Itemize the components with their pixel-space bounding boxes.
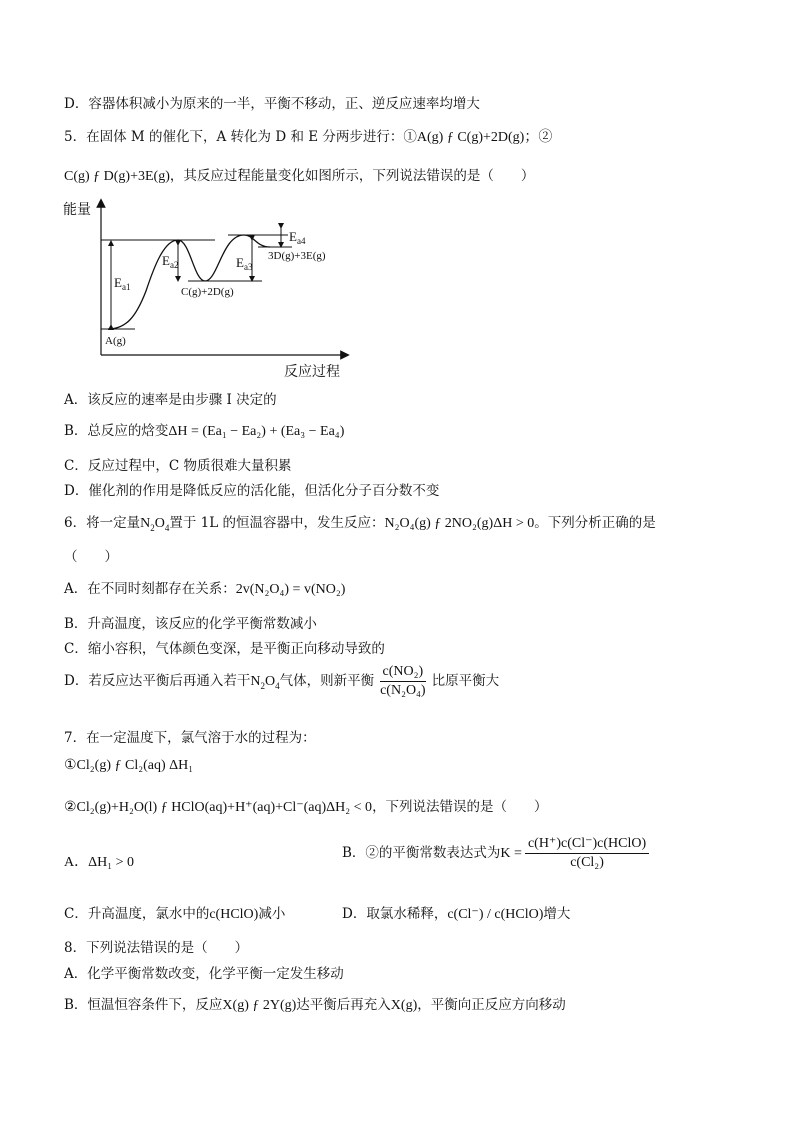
q6-option-c: C．缩小容积，气体颜色变深，是平衡正向移动导致的 bbox=[64, 641, 385, 657]
ea3-label: $E_{a3}$ bbox=[236, 255, 253, 272]
q5-option-b-expr: ΔH = (Ea₁ − Ea₂) + (Ea₃ − Ea₄) bbox=[168, 424, 345, 439]
q6-option-b: B．升高温度，该反应的化学平衡常数减小 bbox=[64, 616, 317, 632]
q6-paren: （ ） bbox=[64, 549, 118, 565]
q4-option-d: D．容器体积减小为原来的一半，平衡不移动，正、逆反应速率均增大 bbox=[64, 96, 480, 112]
label-c: C(g)+2D(g) bbox=[181, 286, 234, 298]
ea2-label: $E_{a2}$ bbox=[162, 253, 179, 270]
label-d: 3D(g)+3E(g) bbox=[268, 250, 326, 262]
q5-stem-a: 5．在固体 M 的催化下，A 转化为 D 和 E 分两步进行：① bbox=[64, 129, 417, 145]
q5-option-a: A．该反应的速率是由步骤 I 决定的 bbox=[64, 392, 277, 408]
q7-option-d: D．取氯水稀释，c(Cl⁻) / c(HClO)增大 bbox=[342, 906, 571, 922]
q7-option-a: A．ΔH₁ > 0 bbox=[64, 855, 134, 870]
q5-eq1: A(g) ƒ C(g)+2D(g)；② bbox=[416, 130, 553, 145]
q6-equation: N₂O₄(g) ƒ 2NO₂(g)ΔH > 0 bbox=[384, 516, 535, 531]
q5-option-c: C．反应过程中，C 物质很难大量积累 bbox=[64, 458, 292, 474]
q5-option-b: B．总反应的焓变ΔH = (Ea₁ − Ea₂) + (Ea₃ − Ea₄) bbox=[64, 423, 345, 439]
q7-option-b: B．②的平衡常数表达式为K = $\frac{\text{c(H⁺)c(Cl⁻)c(HClO)}}{\text{c(Cl₂)}}$ bbox=[342, 836, 652, 871]
q8-option-a: A．化学平衡常数改变，化学平衡一定发生移动 bbox=[64, 966, 344, 982]
q6-option-a: A．在不同时刻都存在关系：2v(N₂O₄) = v(NO₂) bbox=[64, 581, 346, 597]
q5-stem-line1 bbox=[64, 125, 552, 146]
q8-option-b: B．恒温恒容条件下，反应X(g) ƒ 2Y(g)达平衡后再充入X(g)，平衡向正反应方向移动 bbox=[64, 997, 566, 1013]
q7-stem: 7．在一定温度下，氯气溶于水的过程为： bbox=[64, 730, 316, 746]
q5-stem-b: ，其反应过程能量变化如图所示，下列说法错误的是（ ） bbox=[169, 168, 535, 184]
ea4-label: $E_{a4}$ bbox=[289, 229, 306, 246]
label-a: A(g) bbox=[105, 335, 126, 347]
q7-k-fraction: $\frac{\text{c(H⁺)c(Cl⁻)c(HClO)}}{\text{c(Cl₂)}}$ bbox=[525, 836, 649, 871]
q7-option-c: C．升高温度，氯水中的c(HClO)减小 bbox=[64, 906, 286, 922]
ea1-label: $E_{a1}$ bbox=[114, 275, 131, 292]
q6-ratio-fraction: $\frac{\text{c(NO₂)}}{\text{c(N₂O₄)}}$ bbox=[380, 664, 426, 698]
q6-stem: 6．将一定量$N_2O_4$置于 1L 的恒温容器中，发生反应：N₂O₄(g) ƒ 2NO₂(g)ΔH > 0。下列分析正确的是 bbox=[64, 515, 656, 533]
energy-diagram bbox=[60, 195, 360, 380]
q5-option-d: D．催化剂的作用是降低反应的活化能，但活化分子百分数不变 bbox=[64, 483, 440, 499]
energy-curve bbox=[108, 235, 270, 329]
x-axis-label: 反应过程 bbox=[284, 364, 340, 380]
q8-stem: 8．下列说法错误的是（ ） bbox=[64, 940, 249, 956]
q7-eq1: ①Cl₂(g) ƒ Cl₂(aq) ΔH₁ bbox=[64, 758, 194, 773]
q6-option-d: D．若反应达平衡后再通入若干$N_2O_4$气体，则新平衡 $\frac{\text{c(NO₂)}}{\text{c(N₂O₄)}}$ 比原平衡大 bbox=[64, 664, 500, 698]
q5-eq2: C(g) ƒ D(g)+3E(g) bbox=[64, 169, 170, 184]
y-axis-label: 能量 bbox=[63, 202, 91, 218]
q5-stem-line2 bbox=[64, 164, 534, 185]
q7-eq2: ②Cl₂(g)+H₂O(l) ƒ HClO(aq)+H⁺(aq)+Cl⁻(aq)ΔH₂ < 0，下列说法错误的是（ ） bbox=[64, 799, 548, 815]
